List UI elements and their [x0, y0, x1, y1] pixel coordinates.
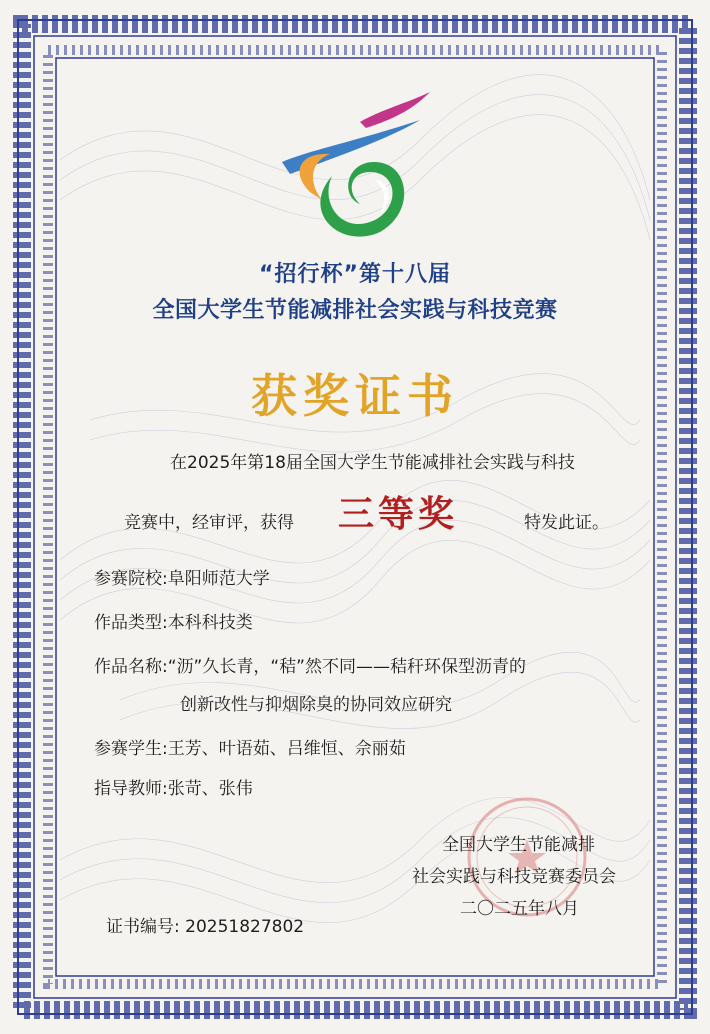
- competition-logo: [270, 92, 440, 242]
- school-value: 阜阳师范大学: [167, 569, 270, 589]
- certificate-title: 获奖证书: [251, 369, 459, 423]
- header-line-2: 全国大学生节能减排社会实践与科技竞赛: [152, 298, 558, 323]
- advisors-value: 张苛、张伟: [167, 779, 253, 799]
- advisors-row: [94, 774, 253, 799]
- students-row: [94, 734, 406, 759]
- students-value: 王芳、叶语茹、吕维恒、佘丽茹: [167, 739, 406, 759]
- category-row: [94, 608, 253, 633]
- issue-date: 二〇二五年八月: [460, 899, 579, 919]
- work-value-line-2: 创新改性与抑烟除臭的协同效应研究: [180, 695, 452, 715]
- category-value: 本科科技类: [167, 613, 253, 633]
- header-line-1: “招行杯”第十八届: [259, 262, 451, 287]
- advisors-label: 指导教师:: [94, 779, 168, 799]
- work-row: [94, 652, 526, 677]
- intro-line-1: 在2025年第18届全国大学生节能减排社会实践与科技: [170, 453, 575, 473]
- school-row: [94, 564, 270, 589]
- intro-line-2-prefix: 竞赛中，经审评，获得: [124, 513, 294, 533]
- award-level: 三等奖: [338, 493, 459, 535]
- issuer-line-2: 社会实践与科技竞赛委员会: [412, 867, 616, 887]
- work-value-line-1: “沥”久长青，“秸”然不同——秸秆环保型沥青的: [167, 657, 526, 677]
- work-label: 作品名称:: [94, 657, 168, 677]
- students-label: 参赛学生:: [94, 739, 168, 759]
- issuer-line-1: 全国大学生节能减排: [442, 835, 595, 855]
- intro-line-2-suffix: 特发此证。: [524, 513, 609, 533]
- school-label: 参赛院校:: [94, 569, 168, 589]
- certificate-number-row: [106, 912, 304, 937]
- category-label: 作品类型:: [94, 613, 168, 633]
- certificate-number-value: 20251827802: [185, 917, 305, 937]
- certificate-number-label: 证书编号:: [106, 917, 180, 937]
